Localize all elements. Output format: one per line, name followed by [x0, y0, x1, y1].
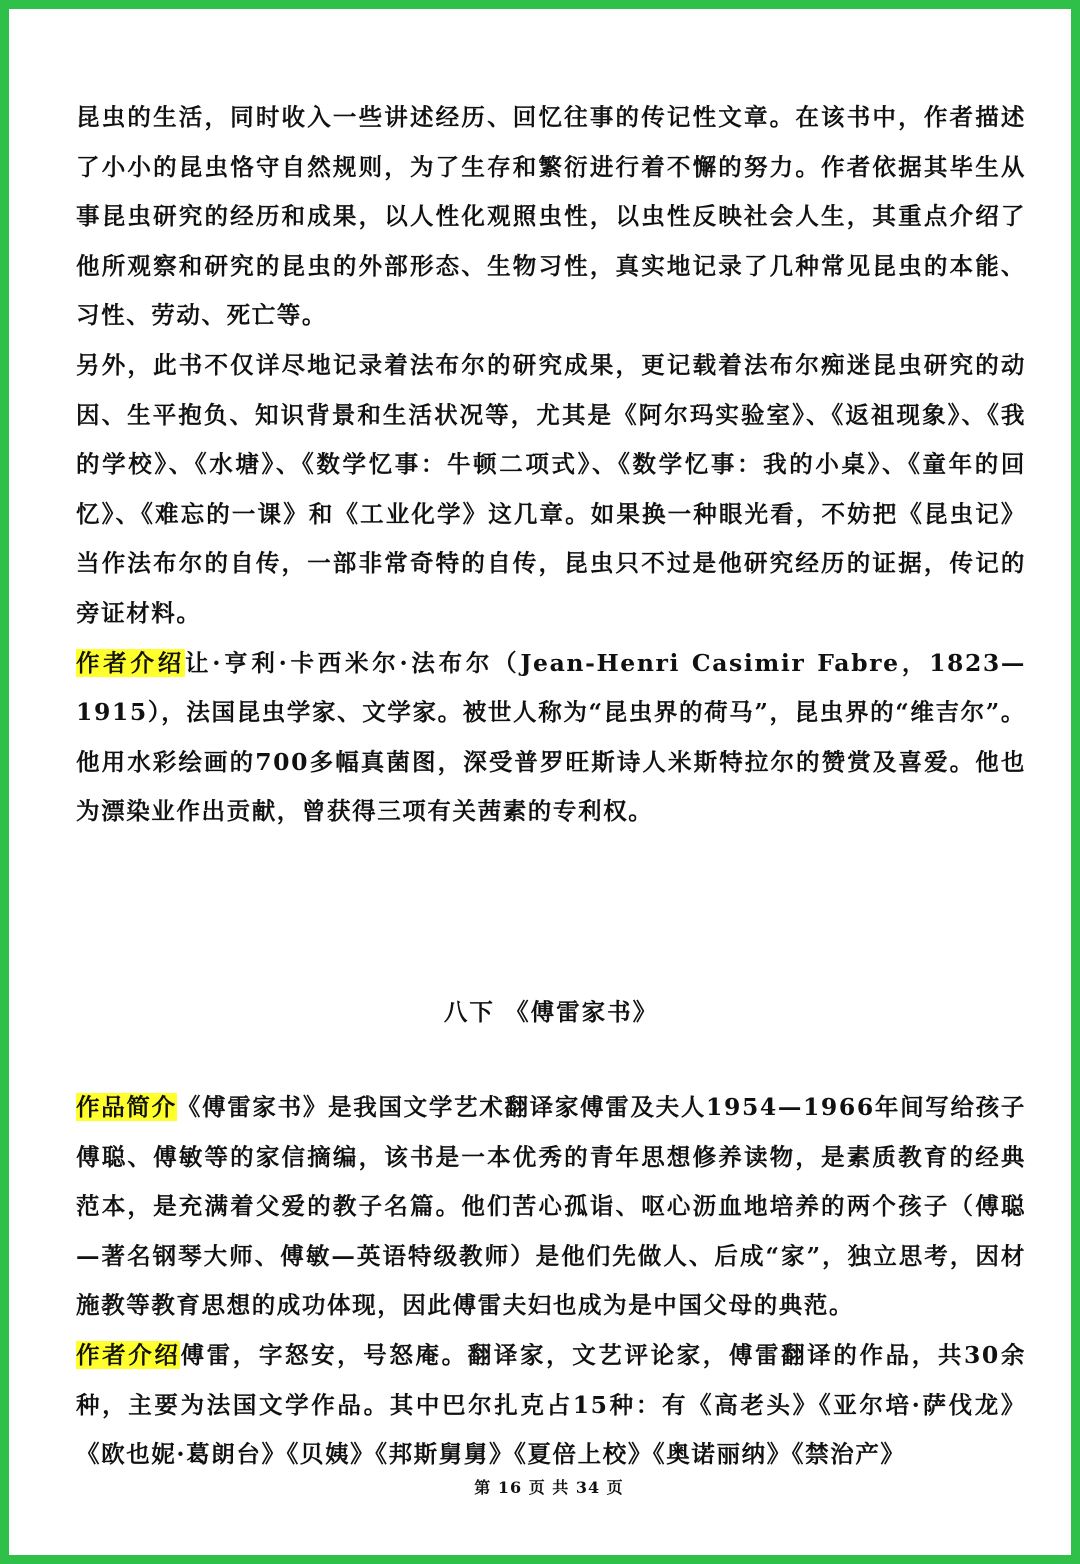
paragraph-fabre-biography: 另外，此书不仅详尽地记录着法布尔的研究成果，更记载着法布尔痴迷昆虫研究的动因、生平抱负、知识背景和生活状况等，尤其是《阿尔玛实验室》、《返祖现象》、《我的学校》、《水塘》、《数学忆事：牛顿二项式》、《数学忆事：我的小桌》、《童年的回忆》、《难忘的一课》和《工业化学》这几章。如果换一种眼光看，不妨把《昆虫记》当作法布尔的自传，一部非常奇特的自传，昆虫只不过是他研究经历的证据，传记的旁证材料。 [76, 350, 1026, 627]
paragraph-work-intro [76, 1083, 1026, 1331]
paragraph-fulei-author [76, 1331, 1026, 1480]
section-title: 八下 《傅雷家书》 [443, 998, 659, 1026]
author-intro-text: 让·亨利·卡西米尔·法布尔（Jean-Henri Casimir Fabre，1823—1915），法国昆虫学家、文学家。被世人称为“昆虫界的荷马”，昆虫界的“维吉尔”。他用水彩绘画的700多幅真菌图，深受普罗旺斯诗人米斯特拉尔的赞赏及喜爱。他也为漂染业作出贡献，曾获得三项有关茜素的专利权。 [76, 648, 1026, 826]
author-intro-label-2: 作者介绍 [76, 1340, 181, 1369]
document-page [76, 93, 1026, 1469]
work-intro-text: 《傅雷家书》是我国文学艺术翻译家傅雷及夫人1954—1966年间写给孩子傅聪、傅敏等的家信摘编，该书是一本优秀的青年思想修养读物，是素质教育的经典范本，是充满着父爱的教子名篇。他们苦心孤诣、呕心沥血地培养的两个孩子（傅聪—著名钢琴大师、傅敏—英语特级教师）是他们先做人、后成“家”，独立思考，因材施教等教育思想的成功体现，因此傅雷夫妇也成为是中国父母的典范。 [76, 1093, 1026, 1320]
author-intro-label: 作者介绍 [76, 648, 185, 677]
section-fulei [76, 1083, 1026, 1480]
work-intro-label: 作品简介 [76, 1093, 177, 1121]
page-number: 第 16 页 共 34 页 [474, 1478, 624, 1497]
paragraph-insect-life: 昆虫的生活，同时收入一些讲述经历、回忆往事的传记性文章。在该书中，作者描述了小小的昆虫恪守自然规则，为了生存和繁衍进行着不懈的努力。作者依据其毕生从事昆虫研究的经历和成果，以人性化观照虫性，以虫性反映社会人生，其重点介绍了他所观察和研究的昆虫的外部形态、生物习性，真实地记录了几种常见昆虫的本能、习性、劳动、死亡等。 [76, 103, 1026, 330]
author-intro-text-2: 傅雷，字怒安，号怒庵。翻译家，文艺评论家，傅雷翻译的作品，共30余种，主要为法国文学作品。其中巴尔扎克占15种：有《高老头》《亚尔培·萨伐龙》《欧也妮·葛朗台》《贝姨》《邦斯舅舅》《夏倍上校》《奥诺丽纳》《禁治产》 [76, 1340, 1026, 1469]
paragraph-fabre-author [76, 639, 1026, 837]
